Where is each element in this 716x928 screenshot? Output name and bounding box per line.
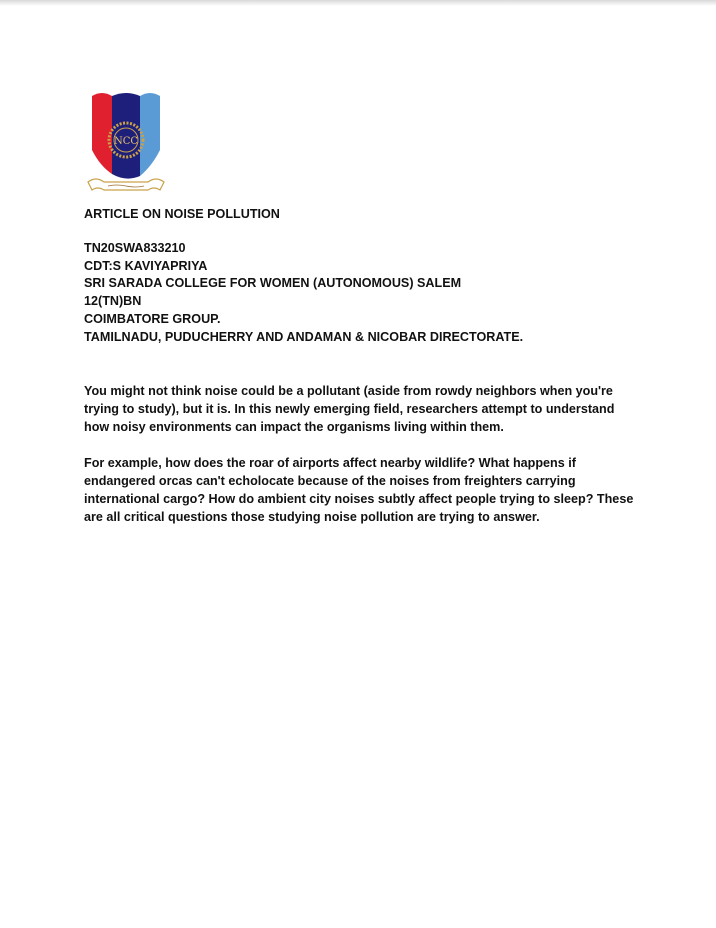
cadet-number: TN20SWA833210	[84, 241, 186, 255]
article-title: ARTICLE ON NOISE POLLUTION	[84, 207, 280, 221]
paragraph-1: You might not think noise could be a pollutant (aside from rowdy neighbors when you're trying to study), but it is. In this newly emerging field, researchers attempt to understand how noisy environments can impact the organisms living within them.	[84, 384, 615, 435]
group-name: COIMBATORE GROUP.	[84, 311, 221, 326]
battalion: 12(TN)BN	[84, 294, 142, 309]
cadet-name: CDT:S KAVIYAPRIYA	[84, 258, 208, 273]
document-page	[84, 90, 644, 526]
ncc-emblem-logo	[86, 90, 166, 198]
top-shadow	[0, 0, 716, 6]
college-name: SRI SARADA COLLEGE FOR WOMEN (AUTONOMOUS) SALEM	[84, 276, 462, 291]
directorate: TAMILNADU, PUDUCHERRY AND ANDAMAN & NICOBAR DIRECTORATE.	[84, 329, 524, 344]
cadet-info-block	[84, 240, 644, 346]
svg-text:NCC: NCC	[113, 136, 139, 147]
paragraph-2: For example, how does the roar of airports affect nearby wildlife? What happens if endangered orcas can't echolocate because of the noises from freighters carrying international cargo? How do ambient city noises subtly affect people trying to sleep? These are all critical questions those studying noise pollution are trying to answer.	[84, 456, 634, 525]
